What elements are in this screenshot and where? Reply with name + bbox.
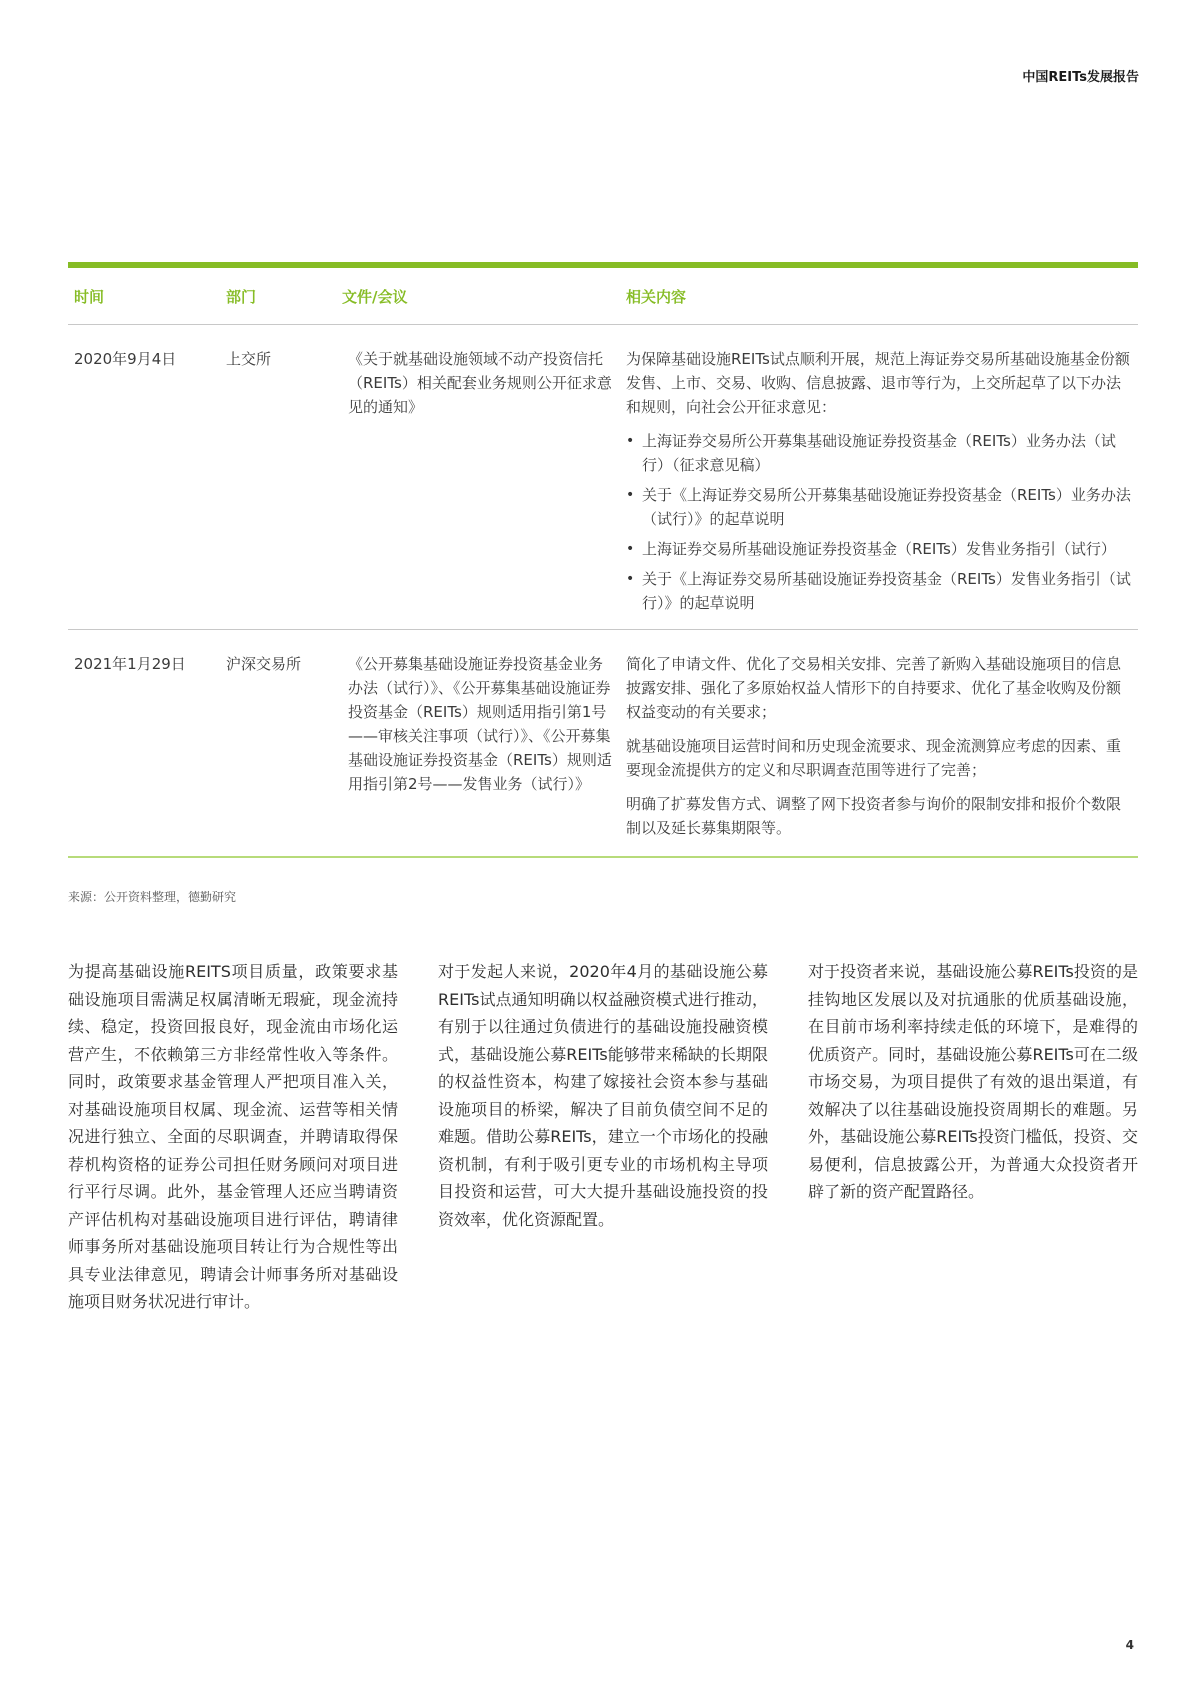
list-item (626, 483, 1132, 531)
cell-date: 2020年9月4日 (68, 325, 220, 630)
bullet-icon: • (626, 571, 635, 587)
cell-date: 2021年1月29日 (68, 630, 220, 858)
table-row (68, 630, 1138, 858)
related-documents-list (626, 429, 1132, 615)
body-column-project-quality: 为提高基础设施REITS项目质量，政策要求基础设施项目需满足权属清晰无瑕疵，现金流持续、稳定，投资回报良好，现金流由市场化运营产生，不依赖第三方非经常性收入等条件。同时，政策要求基金管理人严把项目准入关，对基础设施项目权属、现金流、运营等相关情况进行独立、全面的尽职调查，并聘请取得保荐机构资格的证券公司担任财务顾问对项目进行平行尽调。此外，基金管理人还应当聘请资产评估机构对基础设施项目进行评估，聘请律师事务所对基础设施项目转让行为合规性等出具专业法律意见，聘请会计师事务所对基础设施项目财务状况进行审计。 (68, 962, 398, 1311)
list-item-text: 上海证券交易所公开募集基础设施证券投资基金（REITs）业务办法（试行）（征求意见稿） (642, 432, 1116, 474)
running-header-title: 中国REITs发展报告 (1022, 70, 1139, 85)
cell-content (620, 325, 1138, 630)
page-number: 4 (1125, 1638, 1134, 1652)
list-item-text: 上海证券交易所基础设施证券投资基金（REITs）发售业务指引（试行） (642, 540, 1116, 558)
table-row (68, 325, 1138, 630)
document-title: 《公开募集基础设施证券投资基金业务办法（试行）》、《公开募集基础设施证券投资基金（REITs）规则适用指引第1号——审核关注事项（试行）》、《公开募集基础设施证券投资基金（REITs）规则适用指引第2号——发售业务（试行）》 (348, 655, 612, 793)
list-item (626, 429, 1132, 477)
list-item (626, 567, 1132, 615)
bullet-icon: • (626, 541, 635, 557)
document-title: 《关于就基础设施领域不动产投资信托（REITs）相关配套业务规则公开征求意见的通知》 (348, 350, 612, 416)
policy-timeline-table (68, 262, 1138, 858)
list-item-text: 关于《上海证券交易所基础设施证券投资基金（REITs）发售业务指引（试行）》的起草说明 (642, 570, 1131, 612)
list-item (626, 537, 1132, 561)
cell-department: 沪深交易所 (220, 630, 336, 858)
content-paragraph: 为保障基础设施REITs试点顺利开展，规范上海证券交易所基础设施基金份额发售、上市、交易、收购、信息披露、退市等行为，上交所起草了以下办法和规则，向社会公开征求意见： (626, 350, 1130, 416)
column-header-date: 时间 (68, 265, 220, 325)
body-text-columns (68, 958, 1138, 1316)
content-paragraph: 就基础设施项目运营时间和历史现金流要求、现金流测算应考虑的因素、重要现金流提供方的定义和尽职调查范围等进行了完善； (626, 737, 1122, 779)
column-header-content: 相关内容 (620, 265, 1138, 325)
content-paragraph: 明确了扩募发售方式、调整了网下投资者参与询价的限制安排和报价个数限制以及延长募集期限等。 (626, 795, 1122, 837)
cell-document (336, 325, 620, 630)
bullet-icon: • (626, 433, 635, 449)
cell-content (620, 630, 1138, 858)
cell-document (336, 630, 620, 858)
list-item-text: 关于《上海证券交易所公开募集基础设施证券投资基金（REITs）业务办法（试行）》的起草说明 (642, 486, 1131, 528)
source-note: 来源：公开资料整理，德勤研究 (68, 890, 237, 904)
column-header-document: 文件/会议 (336, 265, 620, 325)
table-header-row (68, 265, 1138, 325)
cell-department: 上交所 (220, 325, 336, 630)
bullet-icon: • (626, 487, 635, 503)
column-header-department: 部门 (220, 265, 336, 325)
body-column-investors: 对于投资者来说，基础设施公募REITs投资的是挂钩地区发展以及对抗通胀的优质基础设施，在目前市场利率持续走低的环境下，是难得的优质资产。同时，基础设施公募REITs可在二级市场交易，为项目提供了有效的退出渠道，有效解决了以往基础设施投资周期长的难题。另外，基础设施公募REITs投资门槛低，投资、交易便利，信息披露公开，为普通大众投资者开辟了新的资产配置路径。 (808, 962, 1138, 1201)
content-paragraph: 简化了申请文件、优化了交易相关安排、完善了新购入基础设施项目的信息披露安排、强化了多原始权益人情形下的自持要求、优化了基金收购及份额权益变动的有关要求； (626, 655, 1122, 721)
body-column-sponsors: 对于发起人来说，2020年4月的基础设施公募REITs试点通知明确以权益融资模式进行推动，有别于以往通过负债进行的基础设施投融资模式，基础设施公募REITs能够带来稀缺的长期限的权益性资本，构建了嫁接社会资本参与基础设施项目的桥梁，解决了目前负债空间不足的难题。借助公募REITs，建立一个市场化的投融资机制，有利于吸引更专业的市场机构主导项目投资和运营，可大大提升基础设施投资的投资效率，优化资源配置。 (438, 962, 768, 1229)
